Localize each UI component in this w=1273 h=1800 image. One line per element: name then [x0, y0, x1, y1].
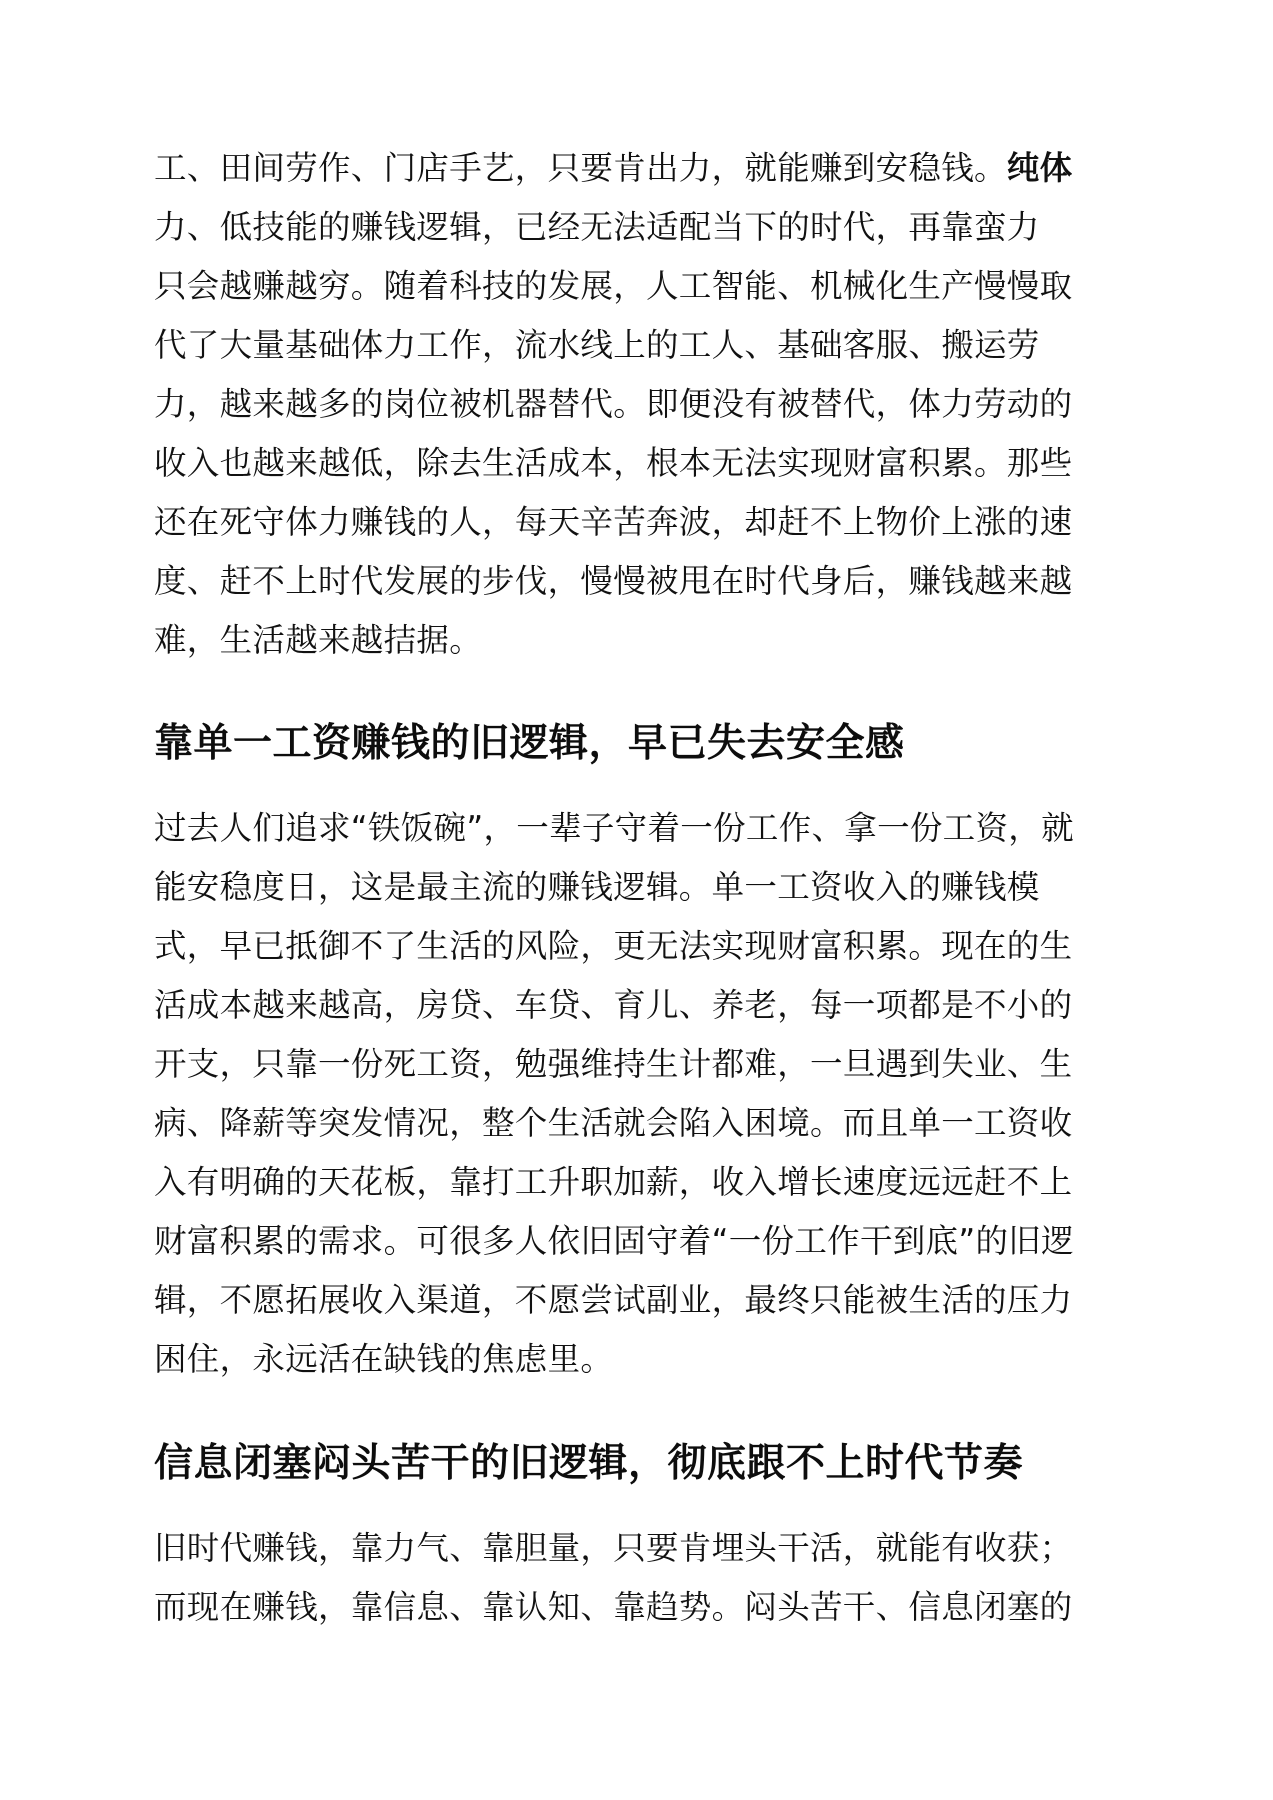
bold-text: 纯体: [1006, 149, 1073, 187]
paragraph-line: 式，早已抵御不了生活的风险，更无法实现财富积累。现在的生: [154, 927, 1073, 965]
paragraph-line: 旧时代赚钱，靠力气、靠胆量，只要肯埋头干活，就能有收获；: [154, 1529, 1073, 1567]
paragraph-line: 财富积累的需求。可很多人依旧固守着“一份工作干到底”的旧逻: [154, 1222, 1074, 1260]
paragraph-line: 困住，永远活在缺钱的焦虑里。: [154, 1340, 614, 1378]
paragraph-text: 工、田间劳作、门店手艺，只要肯出力，就能赚到安稳钱。: [154, 149, 1007, 187]
paragraph-line: 能安稳度日，这是最主流的赚钱逻辑。单一工资收入的赚钱模: [154, 868, 1040, 906]
paragraph-line: 力，越来越多的岗位被机器替代。即便没有被替代，体力劳动的: [154, 385, 1073, 423]
paragraph-line: 度、赶不上时代发展的步伐，慢慢被甩在时代身后，赚钱越来越: [154, 562, 1073, 600]
paragraph-line: 过去人们追求“铁饭碗”，一辈子守着一份工作、拿一份工资，就: [154, 809, 1074, 847]
paragraph-line: 还在死守体力赚钱的人，每天辛苦奔波，却赶不上物价上涨的速: [154, 503, 1073, 541]
paragraph-line: 辑，不愿拓展收入渠道，不愿尝试副业，最终只能被生活的压力: [154, 1281, 1073, 1319]
paragraph-line: 病、降薪等突发情况，整个生活就会陷入困境。而且单一工资收: [154, 1104, 1073, 1142]
paragraph-line: 难，生活越来越拮据。: [154, 621, 483, 659]
paragraph-line: 入有明确的天花板，靠打工升职加薪，收入增长速度远远赶不上: [154, 1163, 1073, 1201]
paragraph-line: 收入也越来越低，除去生活成本，根本无法实现财富积累。那些: [154, 444, 1073, 482]
paragraph-line: 活成本越来越高，房贷、车贷、育儿、养老，每一项都是不小的: [154, 986, 1073, 1024]
paragraph-line: 代了大量基础体力工作，流水线上的工人、基础客服、搬运劳: [154, 326, 1040, 364]
paragraph-line: 而现在赚钱，靠信息、靠认知、靠趋势。闷头苦干、信息闭塞的: [154, 1588, 1073, 1626]
paragraph-line: [154, 148, 1072, 188]
paragraph-line: 开支，只靠一份死工资，勉强维持生计都难，一旦遇到失业、生: [154, 1045, 1073, 1083]
paragraph-line: 只会越赚越穷。随着科技的发展，人工智能、机械化生产慢慢取: [154, 267, 1073, 305]
section-heading: 靠单一工资赚钱的旧逻辑，早已失去安全感: [154, 721, 905, 766]
paragraph-line: 力、低技能的赚钱逻辑，已经无法适配当下的时代，再靠蛮力: [154, 208, 1040, 246]
section-heading: 信息闭塞闷头苦干的旧逻辑，彻底跟不上时代节奏: [154, 1441, 1024, 1486]
